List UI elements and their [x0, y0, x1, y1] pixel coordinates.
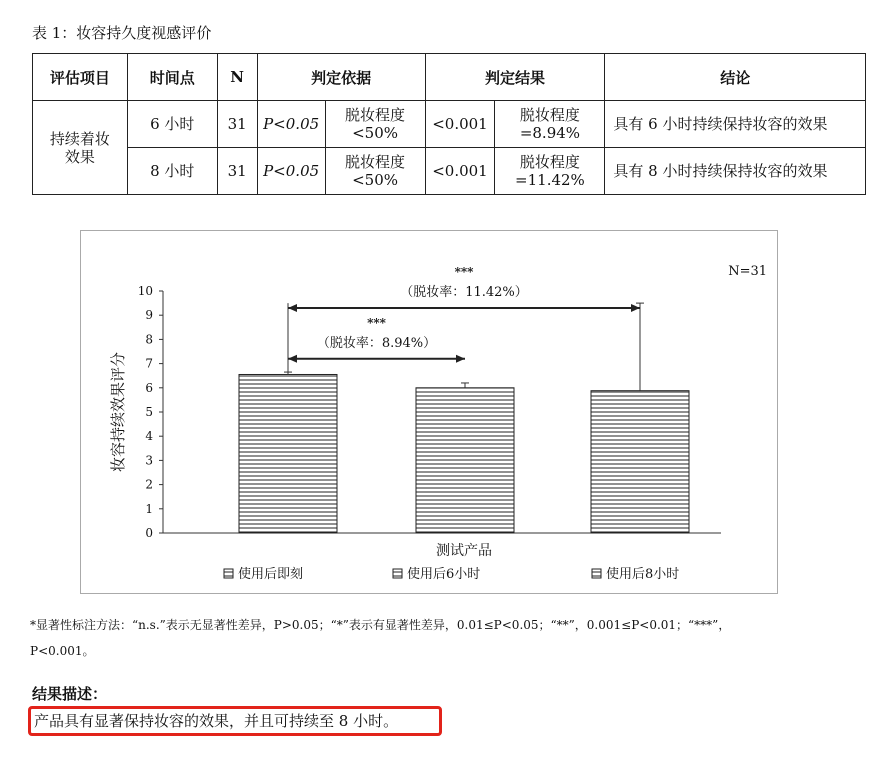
cell-criterion-desc [325, 101, 425, 148]
cell-result-desc-line2: =11.42% [515, 171, 585, 189]
cell-result-desc-line1: 脱妆程度 [519, 106, 580, 124]
evaluation-table [32, 53, 866, 195]
y-tick-label: 2 [145, 477, 153, 492]
table-row [33, 101, 866, 148]
cell-result-desc [495, 101, 605, 148]
header-time: 时间点 [127, 54, 217, 101]
header-n: N [217, 54, 257, 101]
y-tick-label: 4 [145, 429, 153, 444]
cell-n: 31 [217, 148, 257, 195]
result-title: 结果描述： [32, 685, 108, 703]
bar [591, 391, 689, 533]
arrowhead [288, 304, 297, 312]
result-text: 产品具有显著保持妆容的效果，并且可持续至 8 小时。 [34, 712, 399, 730]
significance-label: （脱妆率：11.42%） [400, 284, 528, 300]
legend-swatch [224, 569, 233, 578]
y-tick-label: 9 [145, 308, 153, 323]
cell-criterion-desc-line2: <50% [352, 124, 399, 142]
header-criterion: 判定依据 [257, 54, 425, 101]
cell-result-p: <0.001 [425, 148, 495, 195]
y-tick-label: 6 [145, 380, 153, 395]
arrowhead [631, 304, 640, 312]
cell-conclusion: 具有 6 小时持续保持妆容的效果 [605, 101, 866, 148]
significance-stars: *** [454, 264, 474, 279]
significance-stars: *** [367, 315, 386, 330]
arrowhead [456, 355, 465, 363]
x-axis-title: 测试产品 [436, 543, 492, 559]
cell-time: 8 小时 [127, 148, 217, 195]
significance-note-line2: P<0.001。 [30, 644, 95, 658]
bar [239, 374, 337, 533]
table-header-row [33, 54, 866, 101]
chart-container [80, 230, 778, 594]
significance-label: （脱妆率：8.94%） [316, 335, 437, 351]
sample-size-label: N=31 [728, 264, 767, 279]
cell-criterion-desc-line2: <50% [352, 171, 399, 189]
cell-n: 31 [217, 101, 257, 148]
header-result: 判定结果 [425, 54, 605, 101]
row-group-label-line2: 效果 [64, 147, 95, 166]
cell-result-desc [495, 148, 605, 195]
cell-criterion-desc-line1: 脱妆程度 [345, 106, 406, 124]
cell-criterion-p: P<0.05 [257, 101, 325, 148]
cell-result-desc-line1: 脱妆程度 [519, 153, 580, 171]
row-group-label-line1: 持续着妆 [49, 129, 110, 148]
y-tick-label: 8 [145, 332, 153, 347]
cell-result-p: <0.001 [425, 101, 495, 148]
row-group-label [33, 101, 128, 195]
y-tick-label: 10 [137, 284, 153, 298]
y-tick-label: 1 [145, 501, 153, 516]
cell-result-desc-line2: =8.94% [519, 124, 581, 142]
y-axis-title: 妆容持续效果评分 [109, 351, 127, 473]
cell-conclusion: 具有 8 小时持续保持妆容的效果 [605, 148, 866, 195]
bar [416, 388, 514, 533]
legend-label: 使用后6小时 [407, 567, 481, 582]
y-tick-label: 0 [145, 526, 153, 540]
legend-label: 使用后8小时 [606, 567, 680, 582]
y-tick-label: 3 [145, 453, 153, 468]
significance-note [30, 612, 860, 664]
y-tick-label: 5 [145, 405, 153, 419]
table-row [33, 148, 866, 195]
legend-label: 使用后即刻 [238, 567, 304, 582]
cell-time: 6 小时 [127, 101, 217, 148]
header-conclusion: 结论 [605, 54, 866, 101]
y-tick-label: 7 [145, 356, 153, 371]
arrowhead [288, 355, 297, 363]
table-caption: 表 1：妆容持久度视感评价 [32, 24, 212, 42]
legend-swatch [393, 569, 402, 578]
header-item: 评估项目 [33, 54, 128, 101]
cell-criterion-desc-line1: 脱妆程度 [345, 153, 406, 171]
bar-chart [81, 231, 777, 593]
legend-swatch [592, 569, 601, 578]
cell-criterion-p: P<0.05 [257, 148, 325, 195]
significance-note-line1: *显著性标注方法：“n.s.”表示无显著性差异，P>0.05；“*”表示有显著性差异，0.01≤P<0.05；“**”，0.001≤P<0.01；“***”， [30, 618, 731, 632]
cell-criterion-desc [325, 148, 425, 195]
